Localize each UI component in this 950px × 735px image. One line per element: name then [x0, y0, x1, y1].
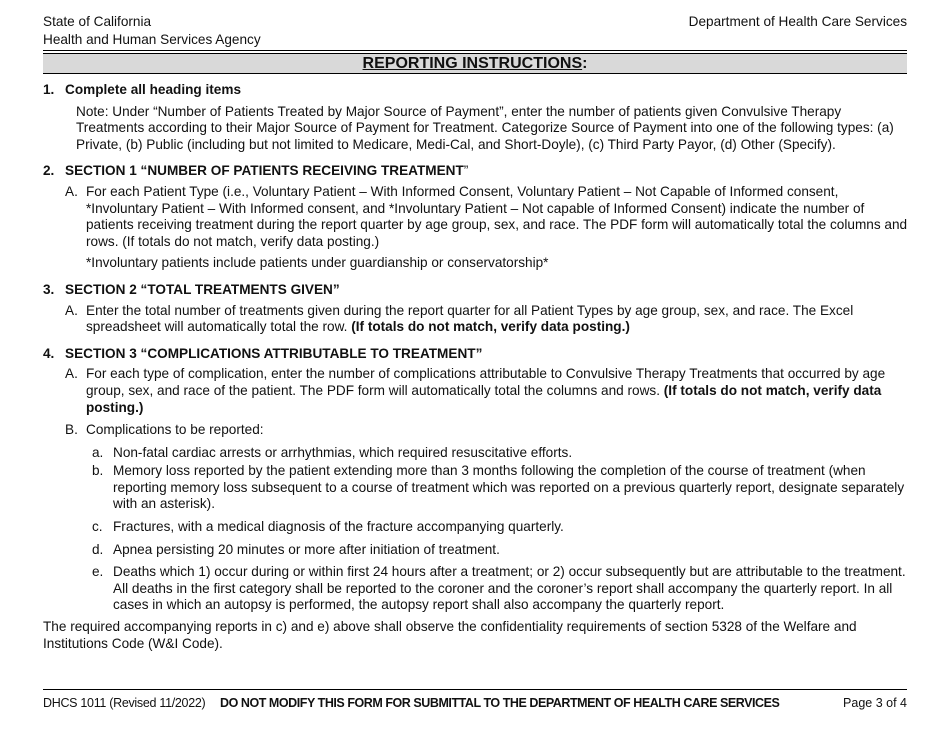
- sub-item-text: Non-fatal cardiac arrests or arrhythmias, which required resuscitative efforts.: [113, 444, 573, 460]
- item-text: Enter the total number of treatments given during the report quarter for all Patient Types by age group, sex, and race. The Excel spreadsheet will automatically total the row.: [86, 302, 854, 335]
- sub-item-label: e.: [92, 564, 104, 580]
- section-banner: [43, 53, 907, 74]
- section-number: 1.: [43, 82, 55, 97]
- closing-paragraph: The required accompanying reports in c) and e) above shall observe the confidentiality requirements of section 5328 of the Welfare and Institutions Code (W&I Code).: [43, 619, 857, 651]
- section-1-title: [43, 82, 909, 99]
- banner-title: REPORTING INSTRUCTIONS: [362, 55, 583, 72]
- item-text: For each Patient Type (i.e., Voluntary Patient – With Informed Consent, Voluntary Patient – Not Capable of Informed consent, *Involuntary Patient – With Informed consent, and *Involuntary Patient – Not capable of Informed Consent) indicate the number of patients receiving treatment during the report quarter by age group, sex, and race. The PDF form will automatically total the columns and rows. (If totals do not match, verify data posting.): [86, 183, 908, 249]
- footer-divider: [43, 689, 907, 690]
- section-4-item-b: [43, 422, 909, 439]
- instructions-body: [43, 82, 909, 652]
- complication-item: [43, 542, 909, 559]
- sub-item-label: c.: [92, 519, 103, 535]
- item-text: For each type of complication, enter the number of complications attributable to Convulsive Therapy Treatments that occurred by age group, sex, and race of the patient. The PDF form will automatically total the columns and rows.: [86, 366, 886, 398]
- section-heading: SECTION 1 “NUMBER OF PATIENTS RECEIVING TREATMENT: [65, 163, 464, 179]
- complication-item: [43, 463, 909, 513]
- agency-label: Health and Human Services Agency: [43, 32, 261, 47]
- sub-item-label: b.: [92, 463, 104, 479]
- banner-colon: :: [582, 55, 588, 72]
- sub-item-label: d.: [92, 541, 104, 557]
- sub-item-text: Apnea persisting 20 minutes or more after initiation of treatment.: [113, 541, 500, 557]
- item-text-bold: (If totals do not match, verify data posting.): [351, 319, 630, 335]
- sub-item-label: a.: [92, 444, 104, 460]
- section-heading: SECTION 2 “TOTAL TREATMENTS GIVEN”: [65, 281, 340, 297]
- modify-warning: DO NOT MODIFY THIS FORM FOR SUBMITTAL TO THE DEPARTMENT OF HEALTH CARE SERVICES: [220, 696, 780, 710]
- sub-item-text: Deaths which 1) occur during or within first 24 hours after a treatment; or 2) occur subsequently but are attributable to the treatment. All deaths in the first category shall be reported to the coroner and the coroner’s report shall accompany the quarterly report. In all cases in which an autopsy is performed, the autopsy report shall also accompany the quarterly report.: [113, 564, 906, 613]
- section-4-title: [43, 346, 909, 363]
- section-heading: Complete all heading items: [65, 82, 242, 97]
- page-number: Page 3 of 4: [843, 696, 907, 710]
- section-number: 2.: [43, 163, 55, 179]
- involuntary-footnote: *Involuntary patients include patients under guardianship or conservatorship*: [86, 255, 549, 271]
- department-label: Department of Health Care Services: [688, 14, 907, 29]
- item-text-bold: (If totals do not match, verify data posting.): [86, 382, 882, 415]
- form-id: DHCS 1011 (Revised 11/2022): [43, 696, 206, 710]
- complication-item: [43, 445, 909, 462]
- item-text: Complications to be reported:: [86, 422, 264, 438]
- section-number: 3.: [43, 281, 55, 297]
- section-2-title: [43, 163, 909, 180]
- section-2-item-a: [43, 184, 909, 250]
- sub-item-text: Fractures, with a medical diagnosis of the fracture accompanying quarterly.: [113, 519, 564, 535]
- section-heading-tail: ”: [463, 163, 469, 179]
- section-4-item-a: [43, 366, 909, 416]
- section-3-item-a: [43, 303, 909, 336]
- sub-item-text: Memory loss reported by the patient extending more than 3 months following the completion of the course of treatment (when reporting memory loss subsequent to a course of treatment which was reported on a previous quarterly report, designate separately with an asterisk).: [113, 463, 905, 512]
- state-label: State of California: [43, 14, 152, 29]
- section-heading: SECTION 3 “COMPLICATIONS ATTRIBUTABLE TO TREATMENT”: [65, 345, 483, 361]
- header-left: [43, 13, 261, 49]
- item-label: A.: [65, 302, 78, 318]
- header-divider: [43, 50, 907, 51]
- section-3-title: [43, 282, 909, 299]
- section-number: 4.: [43, 345, 55, 361]
- item-label: A.: [65, 183, 78, 199]
- item-label: A.: [65, 366, 78, 382]
- complication-item: [43, 519, 909, 536]
- complication-item: [43, 564, 909, 614]
- item-label: B.: [65, 422, 78, 438]
- section-1-note: Note: Under “Number of Patients Treated by Major Source of Payment”, enter the number of patients given Convulsive Therapy Treatments according to their Major Source of Payment for Treatment. Categorize Source of Payment into one of the following types: (a) Private, (b) Public (including but not limited to Medicare, Medi-Cal, and Short-Doyle), (c) Third Party Payor, (d) Other (Specify).: [76, 103, 894, 152]
